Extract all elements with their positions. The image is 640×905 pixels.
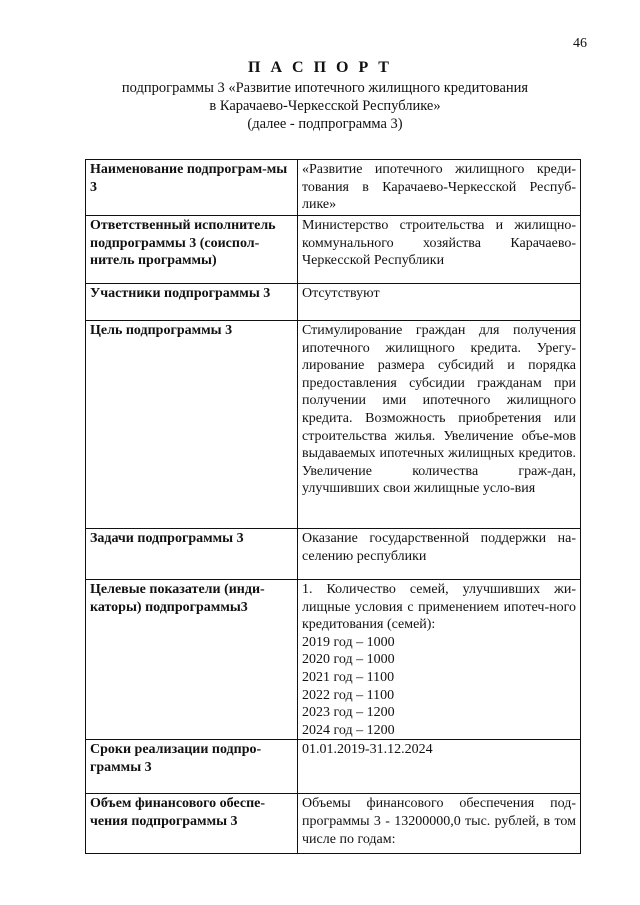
document-title: П А С П О Р Т xyxy=(248,59,392,76)
table-row xyxy=(86,284,581,321)
table-row xyxy=(86,580,581,740)
row-label-name: Наименование подпрограм-мы 3 xyxy=(86,160,298,216)
indicator-year: 2019 год – 1000 xyxy=(302,634,395,650)
row-label-participants: Участники подпрограммы 3 xyxy=(86,284,298,321)
row-label-timeframe: Сроки реализации подпро-граммы 3 xyxy=(86,740,298,794)
row-value-indicators xyxy=(298,580,581,740)
row-label-indicators: Целевые показатели (инди-каторы) подпрограммы3 xyxy=(86,580,298,740)
indicator-intro: 1. Количество семей, улучшивших жи-лищные условия с применением ипотеч-ного кредитования (семей): xyxy=(302,582,576,633)
row-label-funding: Объем финансового обеспе-чения подпрограммы 3 xyxy=(86,794,298,854)
indicator-year: 2023 год – 1200 xyxy=(302,705,395,721)
passport-table xyxy=(85,159,581,854)
row-value-executor: Министерство строительства и жилищно-коммунального хозяйства Карачаево-Черкесской Республики xyxy=(298,216,581,284)
table-row xyxy=(86,321,581,529)
row-label-executor: Ответственный исполнитель подпрограммы 3 (соиспол-нитель программы) xyxy=(86,216,298,284)
subtitle-line: (далее - подпрограмма 3) xyxy=(247,116,403,132)
subtitle-line: в Карачаево-Черкесской Республике» xyxy=(209,98,441,114)
indicator-year: 2022 год – 1100 xyxy=(302,687,395,703)
row-value-tasks: Оказание государственной поддержки на-селению республики xyxy=(298,529,581,580)
table-row xyxy=(86,529,581,580)
indicator-year: 2021 год – 1100 xyxy=(302,669,395,685)
indicator-year: 2024 год – 1200 xyxy=(302,722,395,738)
row-label-goal: Цель подпрограммы 3 xyxy=(86,321,298,529)
document-subtitle xyxy=(90,79,560,133)
row-value-funding: Объемы финансового обеспечения под-программы 3 - 13200000,0 тыс. рублей, в том числе по годам: xyxy=(298,794,581,854)
table-row xyxy=(86,740,581,794)
table-row xyxy=(86,216,581,284)
indicator-year: 2020 год – 1000 xyxy=(302,652,395,668)
row-value-goal: Стимулирование граждан для получения ипотечного жилищного кредита. Урегу-лирование размера субсидий и порядка предоставления субсидии гражданам при получении ими ипотечного жилищного кредита. Возможность приобретения или строительства жилья. Увеличение объе-мов выдаваемых ипотечных жилищных кредитов. Увеличение количества граж-дан, улучшивших свои жилищные усло-вия xyxy=(298,321,581,529)
table-row xyxy=(86,794,581,854)
row-value-participants: Отсутствуют xyxy=(298,284,581,321)
page-number: 46 xyxy=(573,36,587,51)
subtitle-line: подпрограммы 3 «Развитие ипотечного жилищного кредитования xyxy=(121,80,529,96)
table-row xyxy=(86,160,581,216)
row-value-timeframe: 01.01.2019-31.12.2024 xyxy=(298,740,581,794)
row-label-tasks: Задачи подпрограммы 3 xyxy=(86,529,298,580)
row-value-name: «Развитие ипотечного жилищного креди-тования в Карачаево-Черкесской Респуб-лике» xyxy=(298,160,581,216)
